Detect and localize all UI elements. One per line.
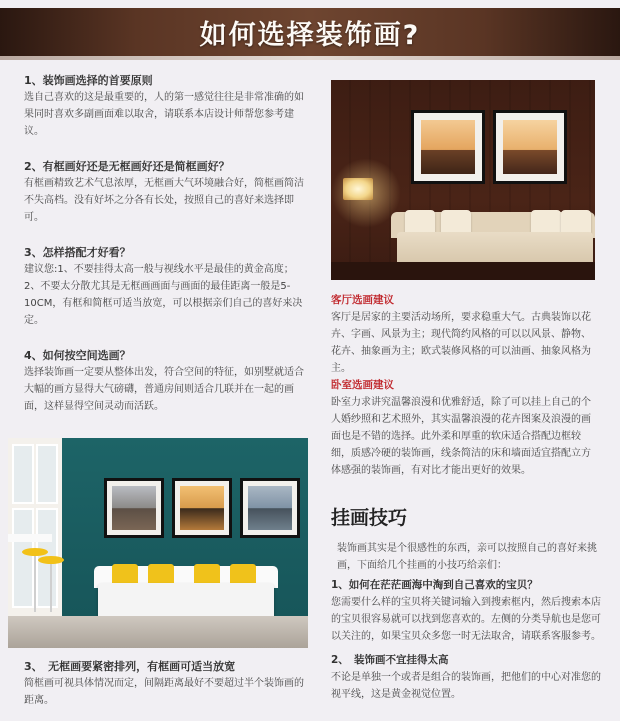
section-heading: 4、如何按空间选画？ [24, 349, 131, 362]
bar-stool [22, 548, 48, 556]
bar-stool [38, 556, 64, 564]
section-space [24, 347, 309, 415]
teal-living-room-photo [8, 438, 308, 648]
room-advice [331, 292, 599, 479]
bedroom-heading: 卧室选画建议 [331, 379, 394, 391]
wall-frame-left [411, 110, 485, 184]
tip-heading: 1、如何在茫茫画海中淘到自己喜欢的宝贝？ [331, 579, 538, 591]
section-heading: 3、怎样搭配才好看？ [24, 246, 131, 259]
living-room-body: 客厅是居家的主要活动场所，要求稳重大气。古典装饰以花卉、字画、风景为主；现代简约风格的可以以风景、静物、花卉、抽象画为主；欧式装修风格的可以油画、抽象风格为主。 [331, 312, 591, 374]
section-matching [24, 244, 309, 329]
living-room-photo [331, 80, 595, 280]
bedroom-body: 卧室力求讲究温馨浪漫和优雅舒适，除了可以挂上自己的个人婚纱照和艺术照外，其实温馨浪漫的花卉图案及浪漫的画面也是不错的选择。此外柔和厚重的软床适合搭配边框较细，质感冷硬的装饰画，线条简洁的床和墙面适宜搭配立方体感强的装饰画，有对比才能出更好的效果。 [331, 397, 591, 476]
living-room-heading: 客厅选画建议 [331, 294, 394, 306]
stool-leg [34, 556, 36, 612]
floor [331, 262, 595, 280]
section-principle [24, 72, 309, 140]
section-body: 建议您:1、不要挂得太高一般与视线水平是最佳的黄金高度；2、不要太分散尤其是无框画画面与画面的最佳距离一般是5-10CM，有框和简框可适当放宽，可以根据亲们自己的喜好来决定。 [24, 264, 303, 326]
spacing-section [24, 658, 309, 709]
section-heading: 1、装饰画选择的首要原则 [24, 74, 153, 87]
wall-frame-lake [172, 478, 232, 538]
hanging-intro: 装饰画其实是个很感性的东西，亲可以按照自己的喜好来挑画，下面给几个挂画的小技巧给亲们： [337, 543, 597, 571]
floor [8, 616, 308, 648]
page-title: 如何选择装饰画? [199, 19, 421, 51]
wall-frame-dock [240, 478, 300, 538]
wall-frame-pier [104, 478, 164, 538]
section-body: 选自己喜欢的这是最重要的，人的第一感觉往往是非常准确的如果同时喜欢多副画面难以取舍，请联系本店设计师帮您参考建议。 [24, 92, 304, 137]
stool-leg [50, 564, 52, 612]
section-frame-type [24, 158, 309, 226]
lamp-icon [343, 178, 373, 200]
section-body: 选择装饰画一定要从整体出发，符合空间的特征，如别墅就适合大幅的画方显得大气磅礴，普通房间则适合几联并在一起的画面，这样显得空间灵动而活跃。 [24, 367, 304, 412]
tip-body: 不论是单独一个或者是组合的装饰画，把他们的中心对准您的视平线，这是黄金视觉位置。 [331, 672, 601, 700]
section-body: 简框画可视具体情况而定，间隔距离最好不要超过半个装饰画的距离。 [24, 678, 304, 706]
wall-frame-right [493, 110, 567, 184]
title-banner [0, 8, 620, 56]
hanging-tips-title: 挂画技巧 [331, 507, 408, 529]
counter [8, 534, 52, 542]
tip-heading: 2、 装饰画不宜挂得太高 [331, 654, 449, 666]
tip-body: 您需要什么样的宝贝将关键词输入到搜索框内，然后搜索本店的宝贝很容易就可以找到您喜欢的。左侧的分类导航也是您可以关注的，如果宝贝众多您一时无法取舍，请联系客服参考。 [331, 597, 601, 642]
section-heading: 2、有框画好还是无框画好还是简框画好？ [24, 160, 230, 173]
section-heading: 3、 无框画要紧密排列，有框画可适当放宽 [24, 660, 236, 673]
left-column [24, 72, 309, 433]
section-body: 有框画精致艺术气息浓厚，无框画大气环境融合好，简框画简洁不失高档。没有好坏之分各有长处，按照自己的喜好来选择即可。 [24, 178, 304, 223]
hanging-tips [331, 540, 601, 703]
